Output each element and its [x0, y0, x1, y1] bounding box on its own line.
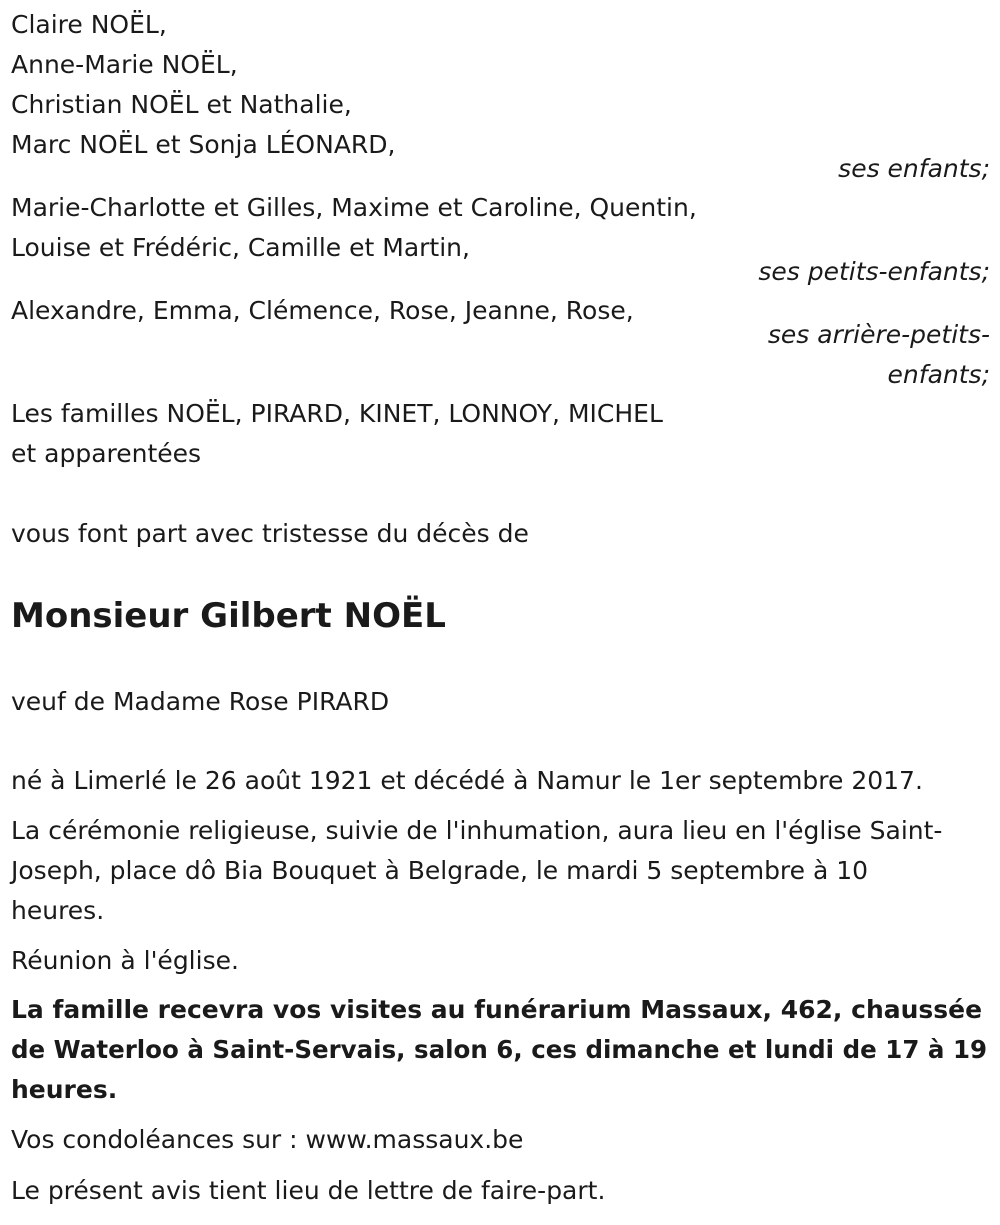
ceremony-line: heures.	[11, 896, 105, 925]
great-grandchildren-role-label-cont: enfants;	[887, 360, 990, 389]
child-line: Claire NOËL,	[11, 10, 167, 39]
grandchild-line: Marie-Charlotte et Gilles, Maxime et Caroline, Quentin,	[11, 193, 697, 222]
reunion-text: Réunion à l'église.	[11, 946, 239, 975]
faire-part-notice: Le présent avis tient lieu de lettre de faire-part.	[11, 1176, 606, 1205]
birth-death-text: né à Limerlé le 26 août 1921 et décédé à Namur le 1er septembre 2017.	[11, 766, 923, 795]
grandchild-line: Louise et Frédéric, Camille et Martin,	[11, 233, 470, 262]
announcement-text: vous font part avec tristesse du décès de	[11, 519, 529, 548]
great-grandchild-line: Alexandre, Emma, Clémence, Rose, Jeanne, Rose,	[11, 296, 634, 325]
child-line: Christian NOËL et Nathalie,	[11, 90, 352, 119]
deceased-name: Monsieur Gilbert NOËL	[11, 596, 446, 636]
visits-line: heures.	[11, 1075, 118, 1104]
grandchildren-role-label: ses petits-enfants;	[758, 257, 990, 286]
visits-line: La famille recevra vos visites au funérarium Massaux, 462, chaussée	[11, 995, 983, 1024]
great-grandchildren-role-label: ses arrière-petits-	[767, 320, 990, 349]
widow-of-text: veuf de Madame Rose PIRARD	[11, 687, 390, 716]
ceremony-line: La cérémonie religieuse, suivie de l'inhumation, aura lieu en l'église Saint-	[11, 816, 943, 845]
children-role-label: ses enfants;	[838, 154, 990, 183]
ceremony-line: Joseph, place dô Bia Bouquet à Belgrade, le mardi 5 septembre à 10	[11, 856, 869, 885]
visits-line: de Waterloo à Saint-Servais, salon 6, ces dimanche et lundi de 17 à 19	[11, 1035, 988, 1064]
child-line: Anne-Marie NOËL,	[11, 50, 238, 79]
child-line: Marc NOËL et Sonja LÉONARD,	[11, 130, 396, 159]
families-line: Les familles NOËL, PIRARD, KINET, LONNOY, MICHEL	[11, 399, 663, 428]
condolences-text: Vos condoléances sur : www.massaux.be	[11, 1125, 524, 1154]
families-line: et apparentées	[11, 439, 202, 468]
